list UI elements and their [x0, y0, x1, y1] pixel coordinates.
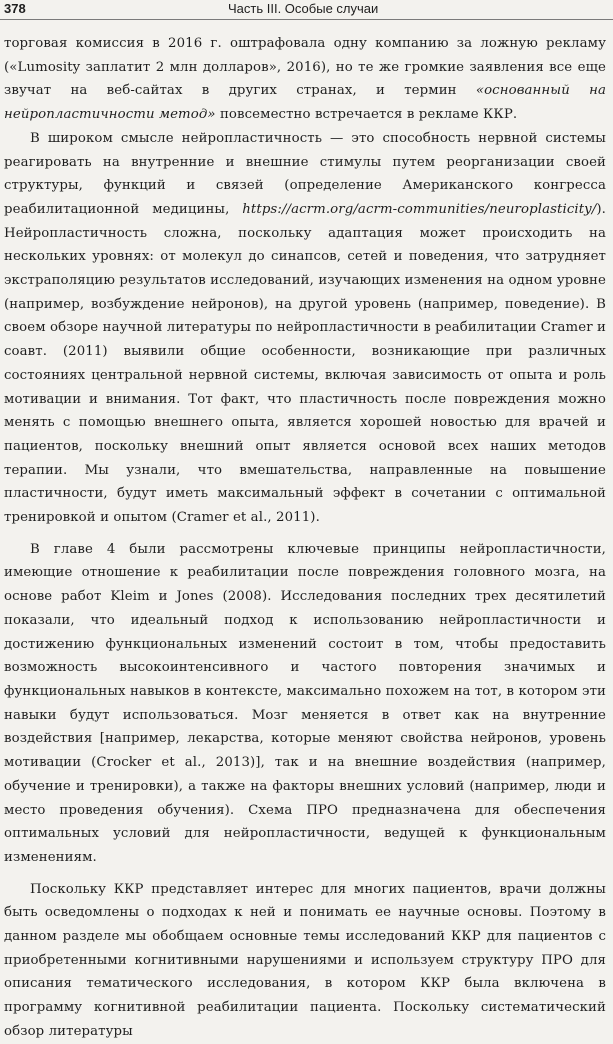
- body-text: [4, 32, 606, 1044]
- running-title: Часть III. Особые случаи: [228, 1, 379, 16]
- paragraph-3: В главе 4 были рассмотрены ключевые принципы нейропластичности, имеющие отношение к реабилитации после повреждения головного мозга, на основе работ Kleim и Jones (2008). Исследования последних трех десятилетий показали, что идеальный подход к использованию нейропластичности и достижению функциональных изменений состоит в том, чтобы предоставить возможность высокоинтенсивного и частого повторения значимых и функциональных навыков в контексте, максимально похожем на тот, в котором эти навыки будут использоваться. Мозг меняется в ответ как на внутренние воздействия [например, лекарства, которые меняют свойства нейронов, уровень мотивации (Crocker et al., 2013)], так и на внешние воздействия (например, обучение и тренировки), а также на факторы внешних условий (например, люди и место проведения обучения). Схема ПРО предназначена для обеспечения оптимальных условий для нейропластичности, ведущей к функциональным изменениям.: [4, 541, 606, 865]
- page-number: 378: [4, 1, 26, 16]
- paragraph-1: торговая комиссия в 2016 г. оштрафовала одну компанию за ложную рекламу («Lumosity заплатит 2 млн долларов», 2016), но те же громкие заявления все еще звучат на веб-сайтах в других странах, и термин «основанный на нейропластичности метод» повсеместно встречается в рекламе ККР.: [4, 36, 606, 123]
- paragraph-4: Поскольку ККР представляет интерес для многих пациентов, врачи должны быть осведомлены о подходах к ней и понимать ее научные основы. Поэтому в данном разделе мы обобщаем основные темы исследований ККР для пациентов с приобретенными когнитивными нарушениями и используем структуру ПРО для описания тематического исследования, в котором ККР была включена в программу когнитивной реабилитации пациента. Поскольку систематический обзор литературы: [4, 881, 606, 1039]
- emphasized-term: «основанный на нейропластичности метод»: [4, 83, 606, 123]
- url-link: https://acrm.org/acrm-communities/neuroplasticity/: [242, 201, 597, 217]
- paragraph-2: В широком смысле нейропластичность — это способность нервной системы реагировать на внутренние и внешние стимулы путем реорганизации своей структуры, функций и связей (определение Американского конгресса реабилитационной медицины, https://acrm.org/acrm-communities/neuroplasticity/). Нейропластичность сложна, поскольку адаптация может происходить на нескольких уровнях: от молекул до синапсов, сетей и поведения, что затрудняет экстраполяцию результатов исследований, изучающих изменения на одном уровне (например, возбуждение нейронов), на другой уровень (например, поведение). В своем обзоре научной литературы по нейропластичности в реабилитации Cramer и соавт. (2011) выявили общие особенности, возникающие при различных состояниях центральной нервной системы, включая зависимость от опыта и роль мотивации и внимания. Тот факт, что пластичность после повреждения можно менять с помощью внешнего опыта, является хорошей новостью для врачей и пациентов, поскольку внешний опыт является основой всех наших методов терапии. Мы узнали, что вмешательства, направленные на повышение пластичности, будут иметь максимальный эффект в сочетании с оптимальной тренировкой и опытом (Cramer et al., 2011).: [4, 130, 606, 526]
- page-header: [0, 0, 613, 20]
